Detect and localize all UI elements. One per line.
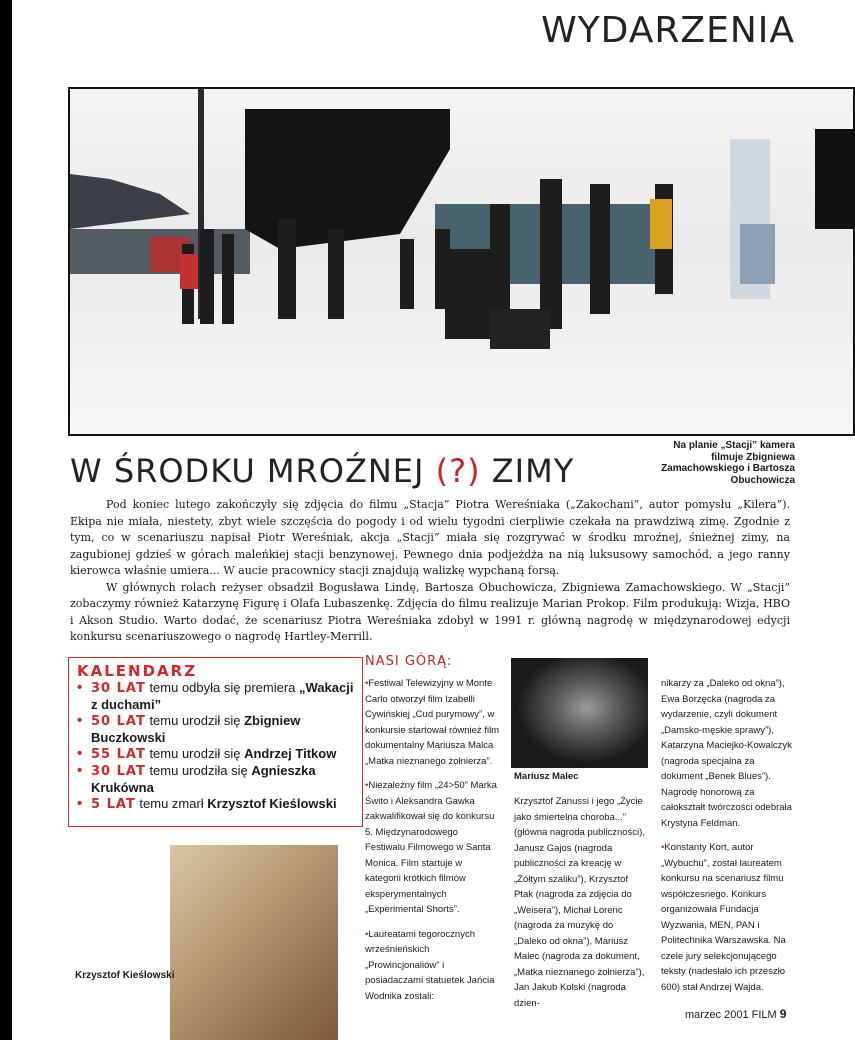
news-text: Festiwal Telewizyjny w Monte Carlo otworzył film Izabelli Cywińskiej „Cud purymowy”, w konkursie startował również film dokumentalny Mariusza Malca „Matka nieznanego żołnierza”. <box>365 678 500 767</box>
issue-label: marzec 2001 FILM <box>685 1009 777 1021</box>
kalendarz-subject: Zbigniew Buczkowski <box>91 713 301 745</box>
kalendarz-heading: KALENDARZ <box>77 662 198 680</box>
kalendarz-list <box>77 680 354 813</box>
news-column-1 <box>365 676 500 1013</box>
kalendarz-years: 55 LAT <box>91 747 146 762</box>
bullet-icon: • <box>365 780 369 791</box>
title-main: W ŚRODKU MROŹNEJ <box>70 452 436 490</box>
news-item <box>365 778 500 918</box>
kalendarz-years: 30 LAT <box>91 681 146 696</box>
bullet-icon: • <box>77 679 83 696</box>
news-item <box>365 927 500 1005</box>
kalendarz-text: temu urodziła się <box>145 763 252 778</box>
news-column-3 <box>661 676 795 1004</box>
news-column-2 <box>514 794 648 1020</box>
kalendarz-item <box>77 796 354 813</box>
kalendarz-subject: Agnieszka Krukówna <box>91 763 316 795</box>
kalendarz-text: temu urodził się <box>145 746 245 761</box>
kalendarz-years: 5 LAT <box>91 797 136 812</box>
article-title <box>70 452 574 490</box>
kalendarz-subject: „Wakacji z duchami” <box>91 680 354 712</box>
page-footer <box>685 1007 786 1021</box>
kalendarz-text: temu urodził się <box>145 713 245 728</box>
bullet-icon: • <box>661 842 665 853</box>
news-text: Laureatami tegorocznych wrześnieńskich „Prowincjonaliów” i posiadaczami statuetek Jańcia Wodnika zostali: <box>365 928 495 1002</box>
bullet-icon: • <box>77 795 83 812</box>
kalendarz-text: temu zmarł <box>135 796 208 811</box>
malec-caption: Mariusz Malec <box>514 771 579 782</box>
kalendarz-years: 50 LAT <box>91 714 146 729</box>
kalendarz-years: 30 LAT <box>91 764 146 779</box>
news-text: Niezależny film „24>50” Marka Świto i Aleksandra Gawka zakwalifikował się do konkursu 5. Międzynarodowego Festiwalu Filmowego w Santa Monica. Film startuje w kategorii krótkich filmów eksperymentalnych „Experimental Shorts”. <box>365 780 497 915</box>
bullet-icon: • <box>77 745 83 762</box>
kalendarz-item <box>77 680 354 713</box>
article-body <box>70 497 790 646</box>
bullet-icon: • <box>77 762 83 779</box>
news-item <box>661 840 795 995</box>
title-end: ZIMY <box>480 452 575 490</box>
news-text: Krzysztof Zanussi i jego „Życie jako śmiertelna choroba...” (główna nagroda publiczności), Janusz Gajos (nagroda publiczności za kreację w „Żółtym szaliku”), Krzysztof Ptak (nagroda za zdjęcia do „Weisera”), Michał Lorenc (nagroda za muzykę do „Daleko od okna”), Mariusz Malec (nagroda za dokument, „Matka nieznanego żołnierza”), Jan Jakub Kolski (nagroda dzien- <box>514 796 645 1009</box>
mariusz-malec-photo <box>511 658 648 768</box>
news-text: nikarzy za „Daleko od okna”), Ewa Borzęcka (nagroda za wydarzenie, czyli dokument „Damsko-męskie sprawy”), Katarzyna Maciejko-Kowalczyk (nagroda specjalna za dokument „Benek Blues”). Nagrodę honorową za całokształt twórczości odebrała Krystyna Feldman. <box>661 678 792 829</box>
kalendarz-item <box>77 763 354 796</box>
body-paragraph: W głównych rolach reżyser obsadził Bogusława Lindę, Bartosza Obuchowicza, Zbigniewa Zamachowskiego. W „Stacji” zobaczymy również Katarzynę Figurę i Olafa Lubaszenkę. Zdjęcia do filmu realizuje Marian Prokop. Film produkują: Wizja, HBO i Akson Studio. Warto dodać, że scenariusz Piotra Wereśniaka zdobył w 1991 r. główną nagrodę w międzynarodowej edycji konkursu scenariuszowego o nagrodę Hartley-Merrill. <box>70 580 790 643</box>
news-item <box>365 676 500 769</box>
news-text: Konstanty Kort, autor „Wybuchu”, został laureatem konkursu na scenariusz filmu współczesnego. Konkurs organizowała Fundacja Wyzwania, MEN, PAN i Politechnika Warszawska. Na czele jury selekcjonującego teksty (nadesłało ich przeszło 600) stał Andrzej Wajda. <box>661 842 786 993</box>
bullet-icon: • <box>77 712 83 729</box>
nasi-gora-heading: NASI GÓRĄ: <box>365 654 453 669</box>
kalendarz-item <box>77 713 354 746</box>
kalendarz-subject: Andrzej Titkow <box>244 746 337 761</box>
photo-caption: Na planie „Stacji” kamera filmuje Zbigniewa Zamachowskiego i Bartosza Obuchowicza <box>661 440 795 486</box>
film-set-photo <box>68 87 855 436</box>
body-paragraph: Pod koniec lutego zakończyły się zdjęcia do filmu „Stacja” Piotra Wereśniaka („Zakochani”, autor pomysłu „Kilera”). Ekipa nie miała, niestety, zbyt wiele szczęścia do pogody i od wielu tygodni cierpliwie czekała na prawdziwą zimę. Zgodnie z tym, co w scenariuszu napisał Piotr Wereśniak, akcja „Stacji” miała się rozgrywać w środku mroźnej, śnieżnej zimy, na zagubionej gdzieś w górach maleńkiej stacji benzynowej. Pewnego dnia podjeżdża na nią luksusowy samochód, a jego ranny kierowca właśnie umiera... W aucie pracownicy stacji znajdują walizkę wypchaną forsą. <box>70 498 790 577</box>
section-title: WYDARZENIA <box>541 10 795 51</box>
title-question-mark: (?) <box>435 452 481 490</box>
kalendarz-text: temu odbyła się premiera <box>145 680 300 695</box>
kalendarz-subject: Krzysztof Kieślowski <box>207 796 337 811</box>
page-number: 9 <box>779 1007 787 1021</box>
kalendarz-box <box>68 657 363 827</box>
kieslowski-photo <box>170 845 338 1040</box>
kalendarz-item <box>77 746 354 763</box>
bullet-icon: • <box>365 928 369 940</box>
bullet-icon: • <box>365 678 369 689</box>
left-edge-bar <box>0 0 12 1040</box>
kieslowski-caption: Krzysztof Kieślowski <box>75 970 175 981</box>
